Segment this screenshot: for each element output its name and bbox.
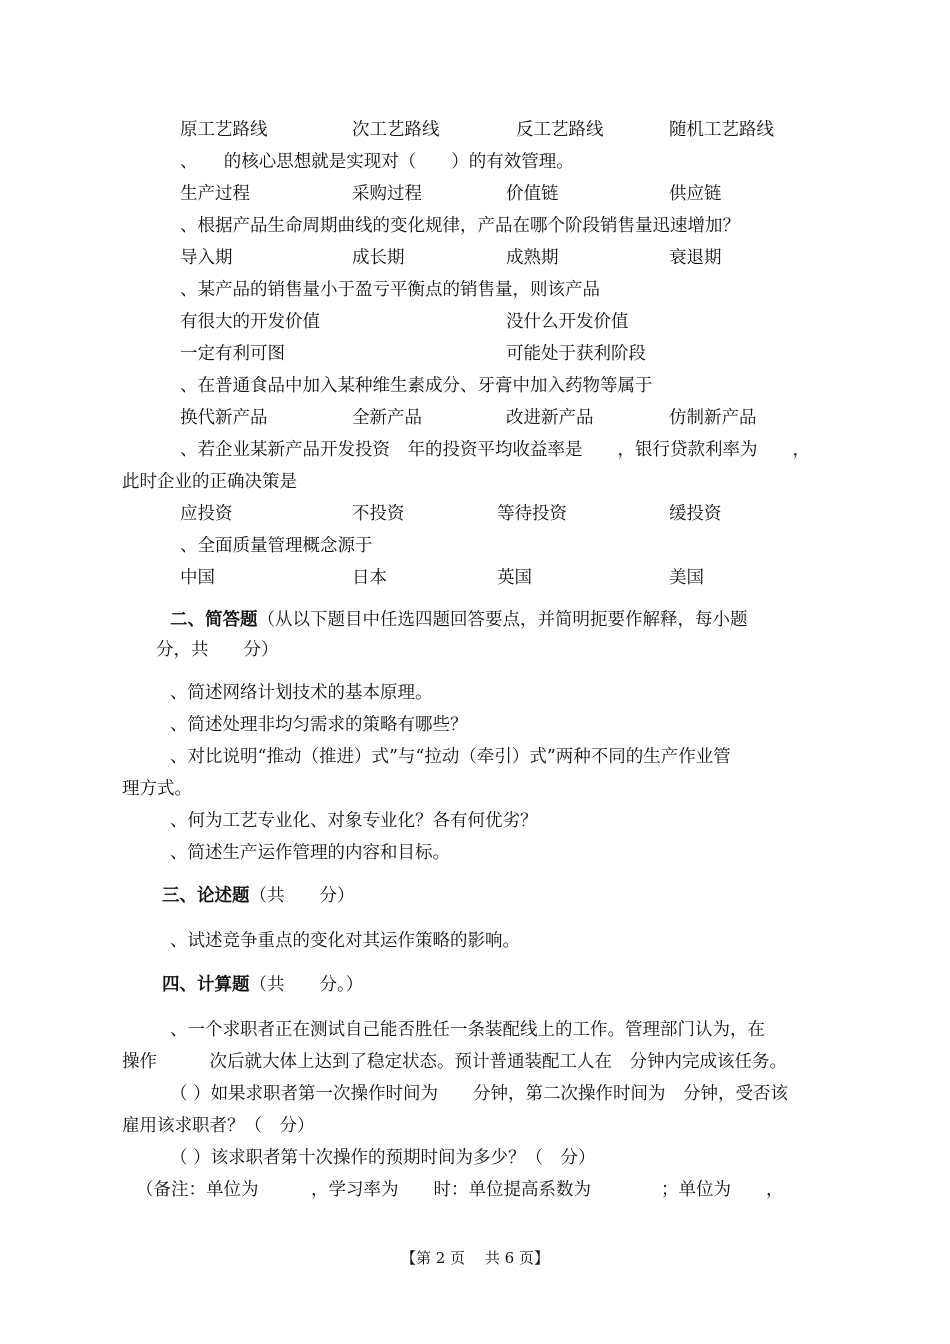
- question: 、简述处理非均匀需求的策略有哪些？: [170, 715, 468, 735]
- question-stem: 、在普通食品中加入某种维生素成分、牙膏中加入药物等属于: [180, 376, 653, 396]
- section-heading: [162, 973, 363, 997]
- section-title: 四、计算题: [162, 975, 250, 995]
- option-c: 成熟期: [506, 248, 559, 268]
- option-b: 没什么开发价值: [506, 312, 629, 332]
- question-stem: 、某产品的销售量小于盈亏平衡点的销售量，则该产品: [180, 280, 600, 300]
- option-b: 全新产品: [352, 408, 422, 428]
- question-stem-continued: 此时企业的正确决策是: [122, 472, 297, 492]
- option-a: 中国: [180, 568, 215, 588]
- option-b: 采购过程: [352, 184, 422, 204]
- option-c: 反工艺路线: [516, 120, 604, 140]
- question: 、何为工艺专业化、对象专业化？各有何优劣？: [170, 811, 538, 831]
- section-heading: [162, 884, 355, 908]
- option-c: 等待投资: [497, 504, 567, 524]
- option-c: 一定有利可图: [180, 344, 285, 364]
- page-footer: 【第 2 页 共 6 页】: [401, 1249, 549, 1267]
- option-d: 衰退期: [669, 248, 722, 268]
- option-b: 次工艺路线: [352, 120, 440, 140]
- question: 、简述网络计划技术的基本原理。: [170, 683, 433, 703]
- option-b: 不投资: [352, 504, 405, 524]
- option-c: 价值链: [506, 184, 559, 204]
- option-d: 随机工艺路线: [669, 120, 774, 140]
- problem-line: 、一个求职者正在测试自己能否胜任一条装配线上的工作。管理部门认为，在: [170, 1020, 765, 1040]
- option-b: 日本: [352, 568, 387, 588]
- problem-line: 雇用该求职者？（ 分）: [122, 1116, 315, 1136]
- section-description-continued: 分，共 分）: [156, 640, 279, 660]
- option-d: 美国: [669, 568, 704, 588]
- option-a: 有很大的开发价值: [180, 312, 320, 332]
- section-title: 三、论述题: [162, 886, 250, 906]
- option-d: 供应链: [669, 184, 722, 204]
- option-a: 换代新产品: [180, 408, 268, 428]
- option-a: 生产过程: [180, 184, 250, 204]
- question-stem: 、根据产品生命周期曲线的变化规律，产品在哪个阶段销售量迅速增加？: [180, 216, 740, 236]
- section-description: （共 分。）: [249, 975, 364, 995]
- option-c: 改进新产品: [506, 408, 594, 428]
- problem-note: （备注：单位为 ，学习率为 时：单位提高系数为 ；单位为 ，: [136, 1180, 784, 1200]
- option-d: 缓投资: [669, 504, 722, 524]
- option-a: 原工艺路线: [180, 120, 268, 140]
- problem-line: （ ）该求职者第十次操作的预期时间为多少？（ 分）: [170, 1148, 596, 1168]
- option-a: 应投资: [180, 504, 233, 524]
- option-d: 可能处于获利阶段: [506, 344, 646, 364]
- problem-line: 操作 次后就大体上达到了稳定状态。预计普通装配工人在 分钟内完成该任务。: [122, 1052, 787, 1072]
- section-description: （从以下题目中任选四题回答要点，并简明扼要作解释，每小题: [257, 610, 748, 630]
- question-stem: 、全面质量管理概念源于: [180, 536, 373, 556]
- option-c: 英国: [497, 568, 532, 588]
- section-heading: [170, 608, 748, 632]
- question: 、对比说明“推动（推进）式”与“拉动（牵引）式”两种不同的生产作业管: [170, 747, 731, 767]
- question-stem: 、若企业某新产品开发投资 年的投资平均收益率是 ，银行贷款利率为 ，: [180, 440, 810, 460]
- question-stem: 、 的核心思想就是实现对（ ）的有效管理。: [180, 152, 574, 172]
- question: 、简述生产运作管理的内容和目标。: [170, 843, 450, 863]
- problem-line: （ ）如果求职者第一次操作时间为 分钟，第二次操作时间为 分钟，受否该: [170, 1084, 789, 1104]
- question-continued: 理方式。: [122, 779, 192, 799]
- option-d: 仿制新产品: [669, 408, 757, 428]
- question: 、试述竞争重点的变化对其运作策略的影响。: [170, 931, 520, 951]
- option-b: 成长期: [352, 248, 405, 268]
- section-title: 二、简答题: [170, 610, 258, 630]
- option-a: 导入期: [180, 248, 233, 268]
- section-description: （共 分）: [249, 886, 355, 906]
